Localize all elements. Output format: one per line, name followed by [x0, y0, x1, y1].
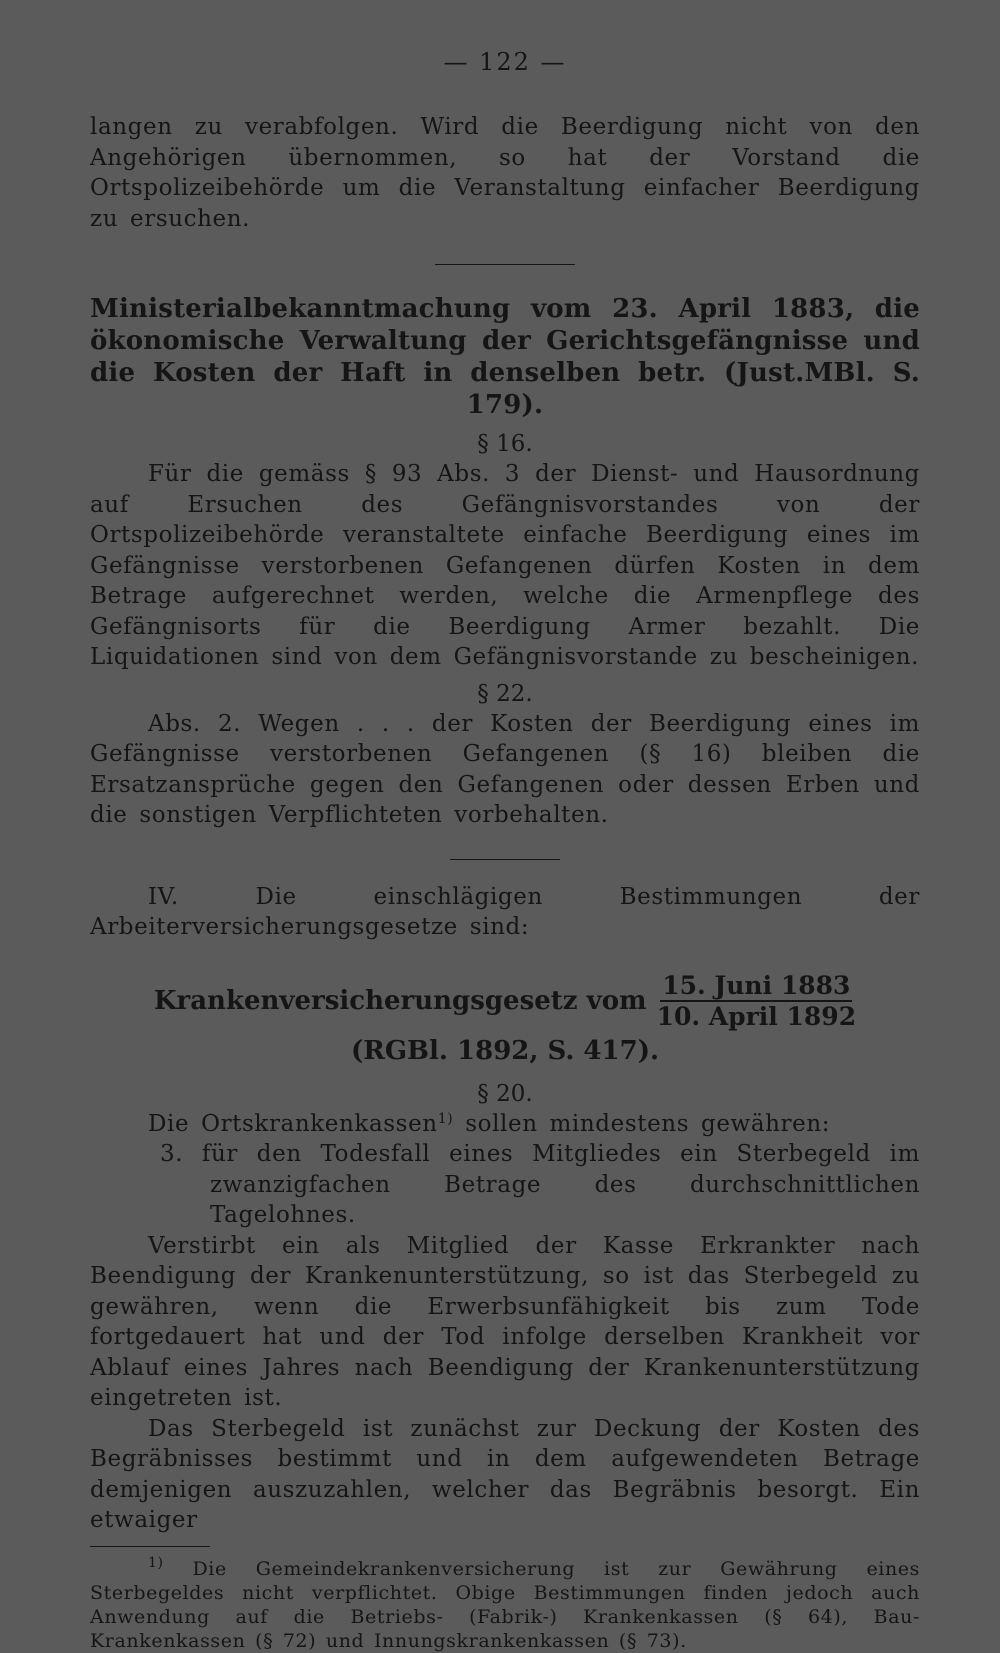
law-date-first: 15. Juni 1883: [662, 970, 851, 1000]
section-20-item-3: 3. für den Todesfall eines Mitgliedes ein Sterbegeld im zwanzigfachen Betrage des durchschnittlichen Tagelohnes.: [160, 1141, 920, 1228]
section-20-intro: [90, 1109, 920, 1140]
section-22-paragraph: Abs. 2. Wegen . . . der Kosten der Beerdigung eines im Gefängnisse verstorbenen Gefangenen (§ 16) bleiben die Ersatzansprüche gegen den Gefangenen oder dessen Erben und die sonstigen Verpflichteten vorbehalten.: [90, 710, 920, 828]
separator-rule: [435, 264, 575, 265]
law-date-fraction: [657, 971, 857, 1031]
section-16-mark: § 16.: [477, 431, 533, 457]
ministerial-heading: Ministerialbekanntmachung vom 23. April 1883, die ökonomische Verwaltung der Gerichtsgefängnisse und die Kosten der Haft in denselben betr. (Just.MBl. S. 179).: [90, 294, 920, 420]
footnote: [90, 1554, 921, 1653]
section-22-mark: § 22.: [477, 680, 533, 707]
law-date-second: 10. April 1892: [656, 1001, 857, 1031]
page-number: — 122 —: [443, 48, 567, 76]
footnote-marker: 1): [148, 1554, 164, 1571]
part-iv-paragraph: IV. Die einschlägigen Bestimmungen der Arbeiterversicherungsgesetze sind:: [90, 883, 920, 940]
law-title-text: Krankenversicherungsgesetz vom: [153, 985, 647, 1016]
section-16-paragraph: Für die gemäss § 93 Abs. 3 der Dienst- und Hausordnung auf Ersuchen des Gefängnisvorstandes von der Ortspolizeibehörde veranstaltete einfache Beerdigung eines im Gefängnisse verstorbenen Gefangenen dürfen Kosten in dem Betrage aufgerechnet werden, welche die Armenpflege des Gefängnisorts für die Beerdigung Armer bezahlt. Die Liquidationen sind von dem Gefängnisvorstande zu bescheinigen.: [90, 461, 920, 670]
separator-rule: [450, 859, 560, 860]
footnote-reference: 1): [437, 1110, 454, 1127]
section-20-mark: § 20.: [477, 1080, 533, 1107]
section-20-intro-b: sollen mindestens gewähren:: [465, 1110, 831, 1137]
section-20-intro-a: Die Ortskrankenkassen: [148, 1110, 438, 1137]
footnote-separator: [90, 1546, 210, 1547]
section-20-paragraph-3: Das Sterbegeld ist zunächst zur Deckung der Kosten des Begräbnisses bestimmt und in dem aufgewendeten Betrage demjenigen auszuzahlen, welcher das Begräbnis besorgt. Ein etwaiger: [90, 1415, 920, 1533]
law-title: [90, 971, 920, 1031]
footnote-text: Die Gemeindekrankenversicherung ist zur Gewährung eines Sterbegeldes nicht verpflichtet. Obige Bestimmungen finden jedoch auch Anwendung auf die Betriebs- (Fabrik-) Krankenkassen (§ 64), Bau-Krankenkassen (§ 72) und Innungskrankenkassen (§ 73).: [90, 1557, 921, 1652]
intro-paragraph: langen zu verabfolgen. Wird die Beerdigung nicht von den Angehörigen übernommen, so hat der Vorstand die Ortspolizeibehörde um die Veranstaltung einfacher Beerdigung zu ersuchen.: [90, 114, 920, 232]
section-20-paragraph-2: Verstirbt ein als Mitglied der Kasse Erkrankter nach Beendigung der Krankenunterstützung, so ist das Sterbegeld zu gewähren, wenn die Erwerbsunfähigkeit bis zum Tode fortgedauert hat und der Tod infolge derselben Krankheit vor Ablauf eines Jahres nach Beendigung der Krankenunterstützung eingetreten ist.: [90, 1232, 920, 1411]
law-source: (RGBl. 1892, S. 417).: [350, 1035, 660, 1066]
